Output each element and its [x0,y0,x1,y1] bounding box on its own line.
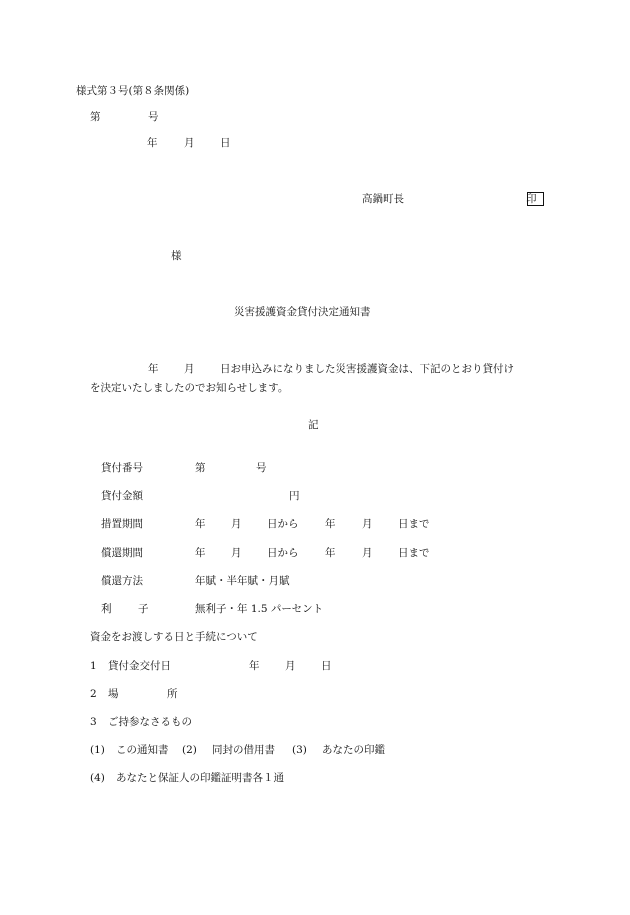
loan-number-dai: 第 [195,462,206,474]
grace-period-year2: 年 [325,518,336,530]
sub-item-2-text: 同封の借用書 [212,744,275,756]
ki-heading: 記 [308,419,319,431]
grace-period-from: 日から [267,518,299,530]
grace-period-until: 日まで [398,518,430,530]
procedure-item1-day: 日 [321,660,332,672]
repayment-period-until: 日まで [398,547,430,559]
date-year: 年 [147,137,158,149]
form-title: 様式第３号(第８条関係) [76,85,190,97]
grace-period-month2: 月 [362,518,373,530]
sub-item-4-num: (4) [90,772,105,784]
sub-item-4-text: あなたと保証人の印鑑証明書各１通 [116,772,284,784]
sub-item-2-num: (2) [182,744,197,756]
loan-amount-unit: 円 [289,490,300,502]
interest-value: 無利子・年 1.5 パーセント [195,603,324,615]
repayment-period-month2: 月 [362,547,373,559]
procedure-item2-label-a: 場 [108,688,119,700]
doc-number-dai: 第 [90,111,101,123]
body-line1: 日お申込みになりました災害援護資金は、下記のとおり貸付け [220,363,514,375]
body-year: 年 [148,363,159,375]
sub-item-1-num: (1) [90,744,105,756]
repayment-method-label: 償還方法 [101,575,143,587]
grace-period-year1: 年 [195,518,206,530]
addressee-honorific: 様 [171,250,182,262]
doc-number-go: 号 [148,111,159,123]
date-day: 日 [220,137,231,149]
loan-number-label: 貸付番号 [101,462,143,474]
grace-period-label: 措置期間 [101,518,143,530]
interest-label-a: 利 [101,603,112,615]
body-line2: を決定いたしましたのでお知らせします。 [90,382,289,394]
interest-label-b: 子 [138,603,149,615]
procedure-item2-label-b: 所 [167,688,178,700]
sub-item-3-text: あなたの印鑑 [322,744,385,756]
repayment-method-value: 年賦・半年賦・月賦 [195,575,290,587]
seal-mark: 印 [526,193,537,205]
body-month: 月 [184,363,195,375]
procedure-heading: 資金をお渡しする日と手続について [90,631,258,643]
document-title: 災害援護資金貸付決定通知書 [234,306,371,318]
seal-box [527,192,544,206]
date-month: 月 [184,137,195,149]
repayment-period-year2: 年 [325,547,336,559]
procedure-item1-month: 月 [285,660,296,672]
repayment-period-month1: 月 [231,547,242,559]
issuer-title: 高鍋町長 [362,193,404,205]
sub-item-3-num: (3) [292,744,307,756]
loan-number-go: 号 [256,462,267,474]
sub-item-1-text: この通知書 [116,744,169,756]
procedure-item3-label: ご持参なさるもの [108,716,192,728]
procedure-item1-label: 貸付金交付日 [108,660,171,672]
repayment-period-year1: 年 [195,547,206,559]
repayment-period-label: 償還期間 [101,547,143,559]
procedure-item2-num: 2 [90,688,97,700]
procedure-item1-num: 1 [90,660,97,672]
procedure-item3-num: 3 [90,716,97,728]
procedure-item1-year: 年 [249,660,260,672]
loan-amount-label: 貸付金額 [101,490,143,502]
repayment-period-from: 日から [267,547,299,559]
grace-period-month1: 月 [231,518,242,530]
